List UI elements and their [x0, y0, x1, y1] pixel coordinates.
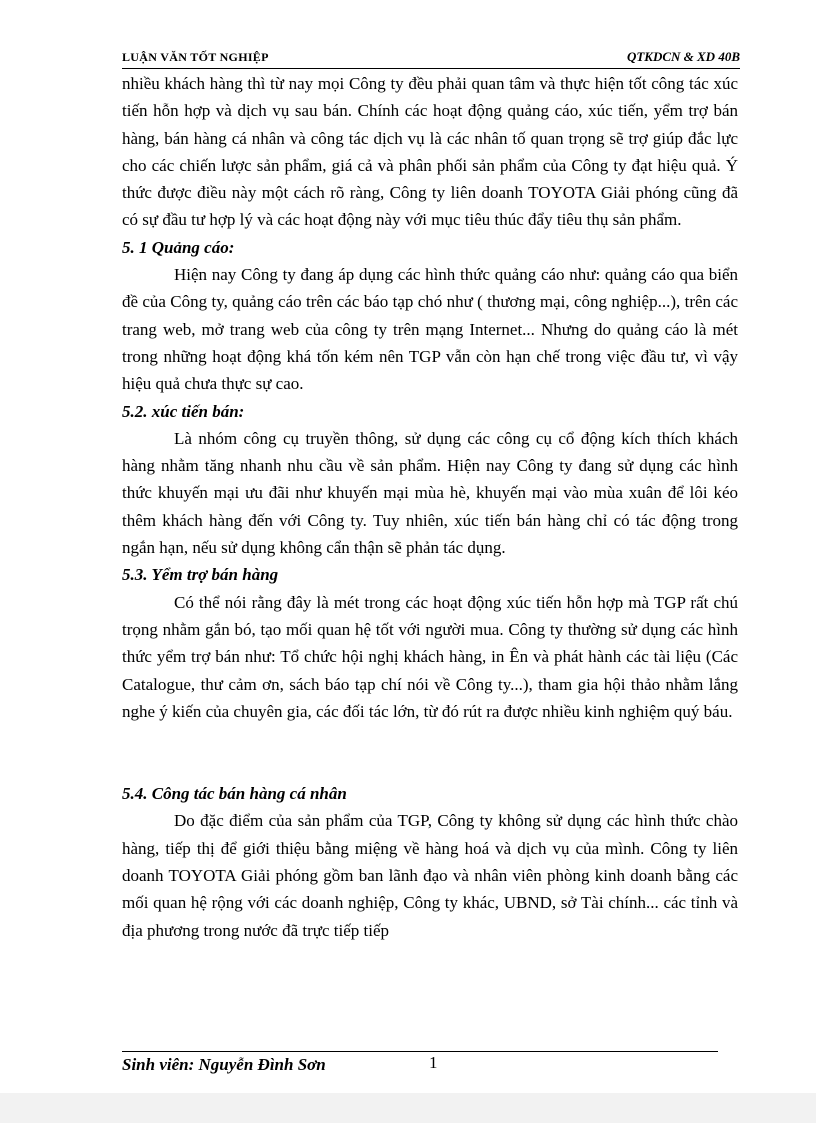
section-text-personal-selling: Do đặc điểm của sản phẩm của TGP, Công ty không sử dụng các hình thức chào hàng, tiếp thị để giới thiệu bằng miệng về hàng hoá và dịch vụ của mình. Công ty liên doanh TOYOTA Giải phóng gồm ban lãnh đạo và nhân viên phòng kinh doanh bằng các mối quan hệ rộng với các doanh nghiệp, Công ty khác, UBND, sở Tài chính... các tỉnh và địa phương trong nước đã trực tiếp tiếp	[122, 811, 738, 940]
thesis-title: LUẬN VĂN TỐT NGHIỆP	[122, 50, 269, 64]
class-code: QTKDCN & XD 40B	[626, 49, 740, 64]
document-body	[122, 70, 738, 944]
section-heading-advertising: 5. 1 Quảng cáo:	[122, 237, 235, 257]
page-number: 1	[429, 1053, 438, 1072]
page-bottom-band	[0, 1093, 816, 1123]
page-header	[122, 46, 740, 69]
section-spacer	[122, 725, 738, 780]
section-heading-sales-promotion: 5.2. xúc tiến bán:	[122, 401, 245, 421]
section-text-advertising: Hiện nay Công ty đang áp dụng các hình thức quảng cáo như: quảng cáo qua biển đề của Công ty, quảng cáo trên các báo tạp chó như ( thương mại, công nghiệp...), trên các trang web, mở trang web của công ty trên mạng Internet... Nhưng do quảng cáo là mét trong những hoạt động khá tốn kém nên TGP vẫn còn hạn chế trong việc đầu tư, vì vậy hiệu quả chưa thực sự cao.	[122, 265, 738, 394]
section-heading-sales-support: 5.3. Yểm trợ bán hàng	[122, 565, 279, 585]
intro-paragraph: nhiều khách hàng thì từ nay mọi Công ty đều phải quan tâm và thực hiện tốt công tác xúc tiến hỗn hợp và dịch vụ sau bán. Chính các hoạt động quảng cáo, xúc tiến, yểm trợ bán hàng, bán hàng cá nhân và công tác dịch vụ là các nhân tố quan trọng sẽ trợ giúp đắc lực cho các chiến lược sản phẩm, giá cả và phân phối sản phẩm của Công ty đạt hiệu quả. Ý thức được điều này một cách rõ ràng, Công ty liên doanh TOYOTA Giải phóng cũng đã có sự đầu tư hợp lý và các hoạt động này với mục tiêu thúc đẩy tiêu thụ sản phẩm.	[122, 74, 738, 230]
footer-divider	[122, 1051, 718, 1052]
section-text-sales-promotion: Là nhóm công cụ truyền thông, sử dụng các công cụ cổ động kích thích khách hàng nhằm tăng nhanh nhu cầu về sản phẩm. Hiện nay Công ty đang sử dụng các hình thức khuyến mại ưu đãi như khuyến mại mùa hè, khuyến mại vào mùa xuân để lôi kéo thêm khách hàng đến với Công ty. Tuy nhiên, xúc tiến bán hàng chỉ có tác động trong ngắn hạn, nếu sử dụng không cẩn thận sẽ phản tác dụng.	[122, 428, 738, 558]
section-text-sales-support: Có thể nói rằng đây là mét trong các hoạt động xúc tiến hỗn hợp mà TGP rất chú trọng nhằm gắn bó, tạo mối quan hệ tốt với người mua. Công ty thường sử dụng các hình thức yểm trợ bán như: Tổ chức hội nghị khách hàng, in Ên và phát hành các tài liệu (Các Catalogue, thư cảm ơn, sách báo tạp chí nói về Công ty...), tham gia hội thảo nhằm lắng nghe ý kiến của chuyên gia, các đối tác lớn, từ đó rút ra được nhiều kinh nghiệm quý báu.	[122, 592, 738, 721]
student-name: Sinh viên: Nguyễn Đình Sơn	[122, 1055, 326, 1074]
section-heading-personal-selling: 5.4. Công tác bán hàng cá nhân	[122, 784, 347, 804]
